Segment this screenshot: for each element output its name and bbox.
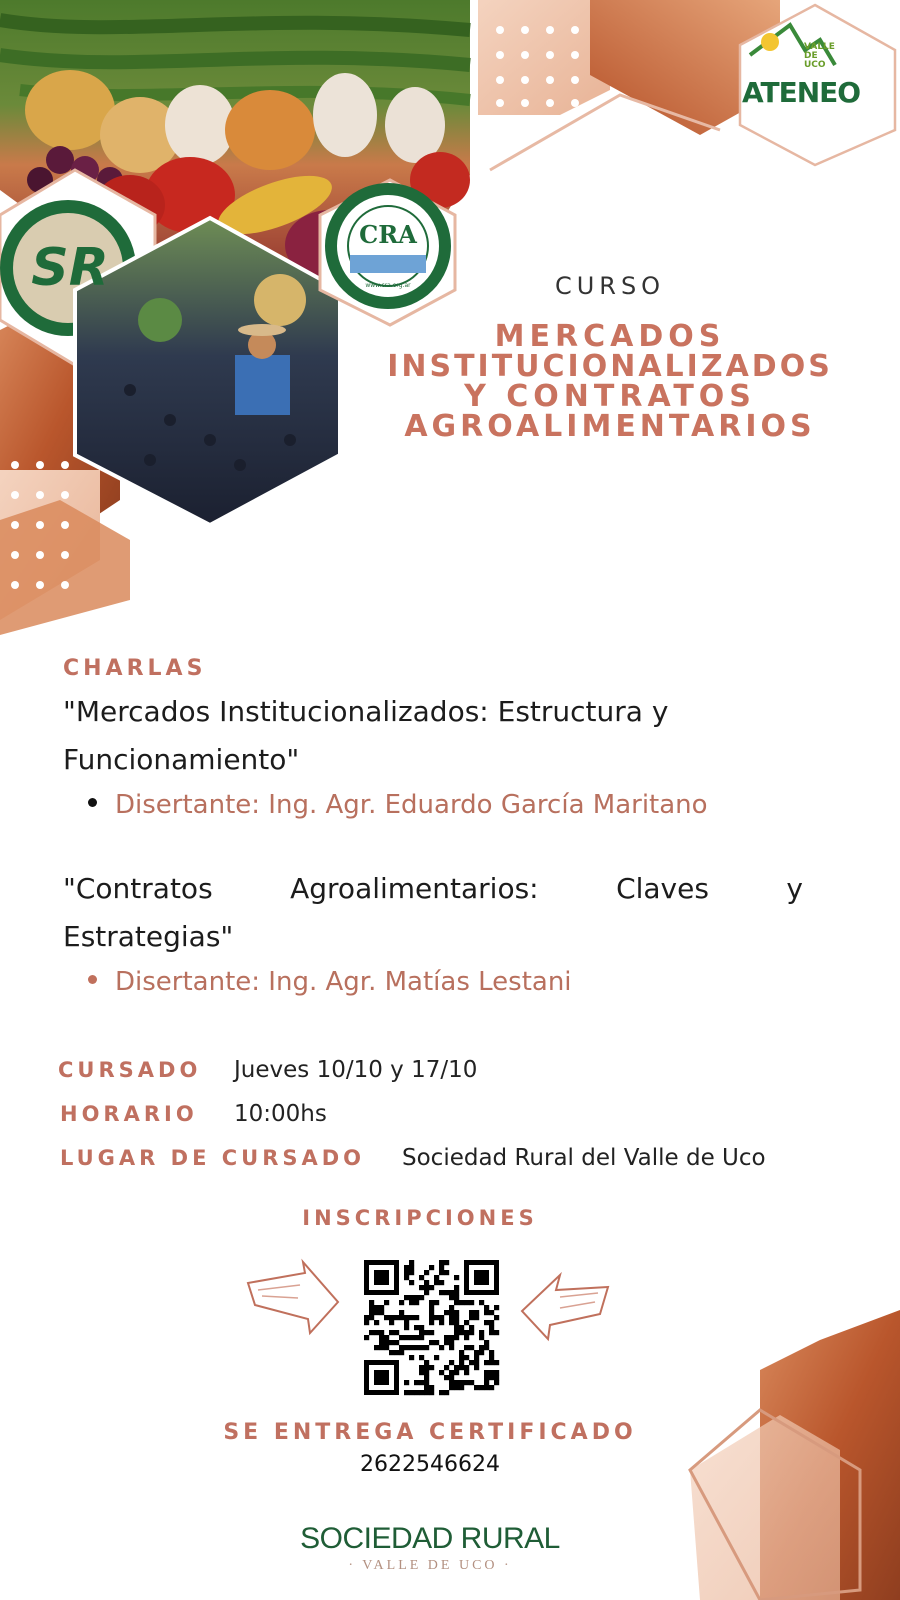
qr-code [364,1260,499,1395]
certificado-label: SE ENTREGA CERTIFICADO [223,1420,637,1445]
horario-value: 10:00hs [234,1101,327,1127]
bottom-right-copper [690,1310,900,1600]
inscripciones-label: INSCRIPCIONES [302,1206,538,1230]
horario-label: HORARIO [60,1102,198,1126]
cra-logo: CRA [359,220,417,249]
talk-2-title: "Contratos Agroalimentarios: Claves y Estrategias" [63,865,803,961]
talk-2-word-3: Claves [616,872,709,905]
course-title-line-4: AGROALIMENTARIOS [404,409,816,444]
course-kicker: CURSO [554,272,666,300]
sr-logo: SR [31,238,109,298]
left-arrow-icon [248,1262,338,1333]
talk-1-speaker: Disertante: Ing. Agr. Eduardo García Maritano [88,790,708,820]
lugar-value: Sociedad Rural del Valle de Uco [402,1145,766,1171]
course-title-line-2: INSTITUCIONALIZADOS [387,349,833,384]
ateneo-big-text: ATENEO [742,76,861,109]
cursado-value: Jueves 10/10 y 17/10 [234,1057,478,1083]
talk-2-word-1: "Contratos [63,872,213,905]
talk-2-title-line-1 [63,865,803,913]
sociedad-rural-logo-text: SOCIEDAD RURAL [300,1522,560,1555]
cra-url: www.cra.org.ar [365,282,411,289]
course-title-line-1: MERCADOS [494,319,726,354]
bullet-icon [88,798,97,807]
right-arrow-icon [522,1275,608,1339]
charlas-label: CHARLAS [63,656,207,681]
talk-2-word-4: y [786,872,803,905]
course-title-line-3: Y CONTRATOS [464,379,756,414]
talk-2-speaker: Disertante: Ing. Agr. Matías Lestani [88,967,572,997]
ateneo-small-text: VALLE DE UCO [804,42,835,70]
talk-1-title: "Mercados Institucionalizados: Estructura y Funcionamiento" [63,695,669,776]
bullet-icon [88,975,97,984]
lugar-label: LUGAR DE CURSADO [60,1146,366,1170]
cursado-label: CURSADO [58,1058,202,1082]
ateneo-logo [742,40,897,140]
phone-number: 2622546624 [360,1452,500,1477]
sociedad-rural-subtitle: · VALLE DE UCO · [348,1558,512,1573]
talk-2-word-2: Agroalimentarios: [290,872,539,905]
